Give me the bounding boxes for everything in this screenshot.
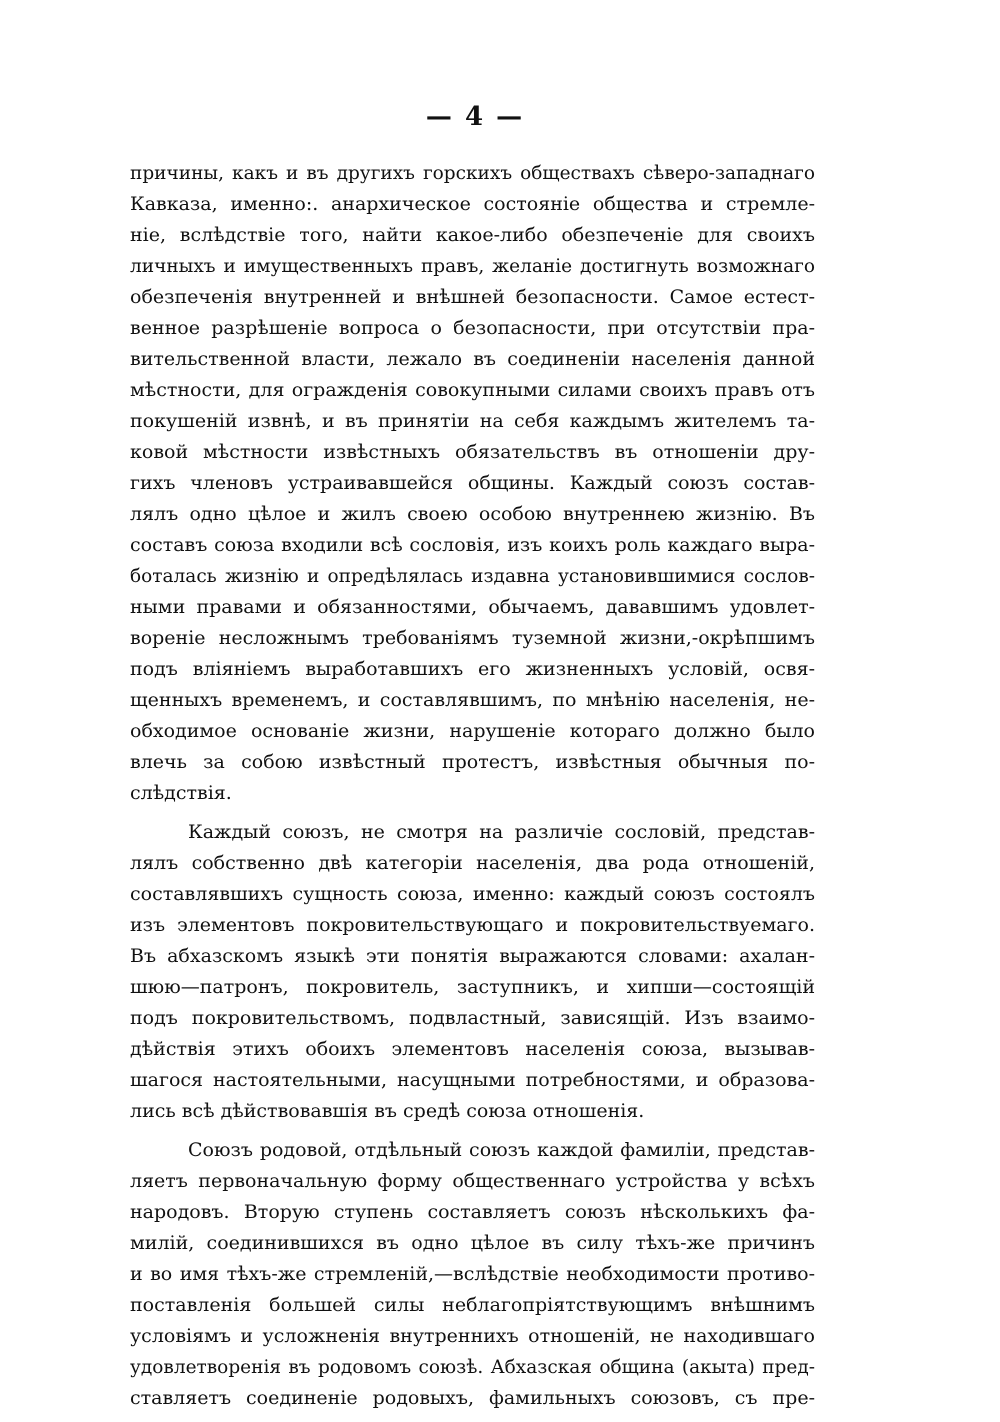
- text-line: лись всѣ дѣйствовавшія въ средѣ союза отношенія.: [130, 1100, 645, 1122]
- text-line: ляетъ первоначальную форму общественнаго устройства у всѣхъ: [130, 1170, 815, 1192]
- text-line: обезпеченія внутренней и внѣшней безопасности. Самое естест-: [130, 286, 815, 308]
- text-line: Союзъ родовой, отдѣльный союзъ каждой фамиліи, представ-: [188, 1139, 815, 1161]
- text-line: ніе, вслѣдствіе того, найти какое-либо обезпеченіе для своихъ: [130, 224, 815, 246]
- paragraph-2: [130, 817, 815, 1127]
- text-line: условіямъ и усложненія внутреннихъ отношеній, не находившаго: [130, 1325, 815, 1347]
- text-line: вительственной власти, лежало въ соединеніи населенія данной: [130, 348, 815, 370]
- text-line: мѣстности, для огражденія совокупными силами своихъ правъ отъ: [130, 379, 815, 401]
- text-line: подъ вліяніемъ выработавшихъ его жизненныхъ условій, освя-: [130, 658, 815, 680]
- page-number: — 4 —: [425, 102, 525, 132]
- text-line: составлявшихъ сущность союза, именно: каждый союзъ состоялъ: [130, 883, 815, 905]
- text-line: народовъ. Вторую ступень составляетъ союзъ нѣсколькихъ фа-: [130, 1201, 815, 1223]
- text-line: и во имя тѣхъ-же стремленій,—вслѣдствіе необходимости противо-: [130, 1263, 815, 1285]
- paragraph-1: [130, 158, 815, 809]
- text-line: милій, соединившихся въ одно цѣлое въ силу тѣхъ-же причинъ: [130, 1232, 815, 1254]
- text-line: гихъ членовъ устраивавшейся общины. Каждый союзъ состав-: [130, 472, 815, 494]
- text-line: боталась жизнію и опредѣлялась издавна установившимися сослов-: [130, 566, 815, 587]
- text-line: вореніе несложнымъ требованіямъ туземной жизни,-окрѣпшимъ: [130, 627, 815, 649]
- text-line: ными правами и обязанностями, обычаемъ, дававшимъ удовлет-: [130, 596, 815, 618]
- text-line: влечь за собою извѣстный протестъ, извѣстныя обычныя по-: [130, 751, 815, 773]
- text-line: ковой мѣстности извѣстныхъ обязательствъ въ отношеніи дру-: [130, 441, 815, 463]
- body-text: [130, 158, 815, 1422]
- text-line: причины, какъ и въ другихъ горскихъ обществахъ сѣверо-западнаго: [130, 163, 815, 184]
- text-line: венное разрѣшеніе вопроса о безопасности, при отсутствіи пра-: [130, 317, 815, 339]
- text-line: обходимое основаніе жизни, нарушеніе котораго должно было: [130, 720, 815, 742]
- text-line: удовлетворенія въ родовомъ союзѣ. Абхазская община (акыта) пред-: [130, 1357, 815, 1378]
- text-line: личныхъ и имущественныхъ правъ, желаніе достигнуть возможнаго: [130, 256, 815, 277]
- text-line: изъ элементовъ покровительствующаго и покровительствуемаго.: [130, 914, 815, 936]
- text-line: шюю—патронъ, покровитель, заступникъ, и хипши—состоящій: [130, 976, 815, 998]
- text-line: лялъ собственно двѣ категоріи населенія, два рода отношеній,: [130, 852, 815, 874]
- text-line: шагося настоятельными, насущными потребностями, и образова-: [130, 1069, 815, 1091]
- text-line: ставляетъ соединеніе родовыхъ, фамильныхъ союзовъ, съ пре-: [130, 1387, 815, 1409]
- text-line: щенныхъ временемъ, и составлявшимъ, по мнѣнію населенія, не-: [130, 689, 815, 711]
- text-line: дѣйствія этихъ обоихъ элементовъ населенія союза, вызывав-: [130, 1038, 815, 1060]
- text-line: покушеній извнѣ, и въ принятіи на себя каждымъ жителемъ та-: [130, 410, 815, 432]
- text-line: подъ покровительствомъ, подвластный, зависящій. Изъ взаимо-: [130, 1007, 815, 1029]
- text-line: поставленія большей силы неблагопріятствующимъ внѣшнимъ: [130, 1294, 815, 1316]
- text-line: Въ абхазскомъ языкѣ эти понятія выражаются словами: ахалан-: [130, 945, 815, 967]
- text-line: лялъ одно цѣлое и жилъ своею особою внутреннею жизнію. Въ: [130, 503, 815, 525]
- text-line: Кавказа, именно:. анархическое состояніе общества и стремле-: [130, 193, 815, 215]
- text-line: Каждый союзъ, не смотря на различіе сословій, представ-: [188, 821, 815, 843]
- paragraph-3: [130, 1135, 815, 1414]
- text-line: составъ союза входили всѣ сословія, изъ коихъ роль каждаго выра-: [130, 534, 815, 556]
- text-line: слѣдствія.: [130, 782, 232, 804]
